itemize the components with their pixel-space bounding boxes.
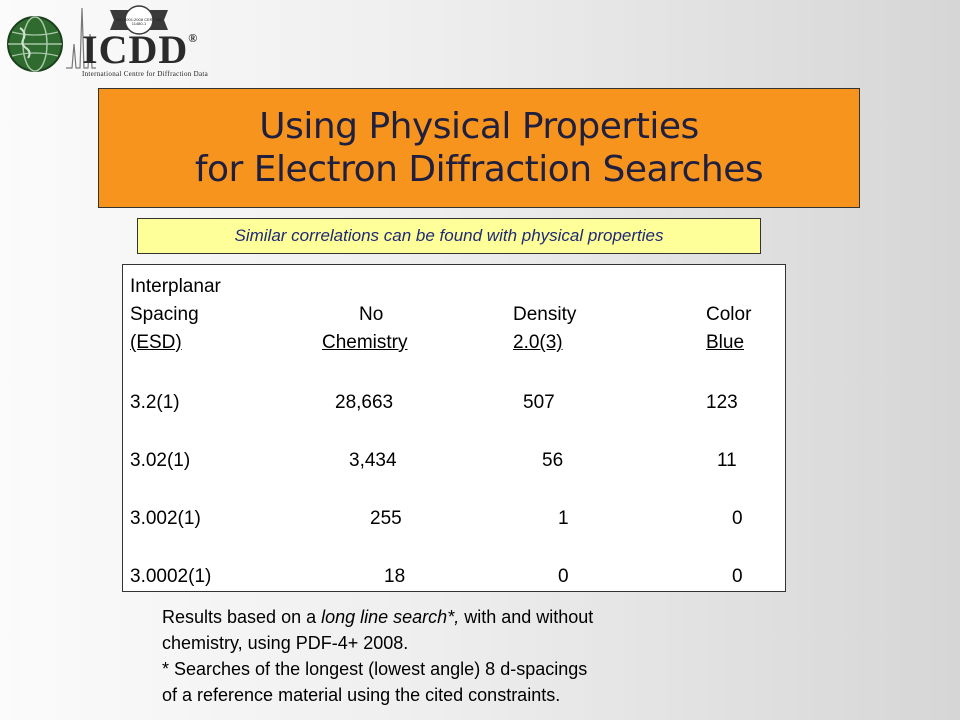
row4-color: 0 [732, 566, 743, 587]
footnotes [162, 604, 802, 708]
note-line-1-prefix: Results based on a [162, 607, 322, 627]
row4-no-chemistry: 18 [384, 566, 406, 587]
registered-mark: ® [188, 31, 199, 45]
header-color-line2: Color [706, 304, 752, 325]
row3-density: 1 [558, 508, 569, 529]
results-table [122, 264, 786, 592]
note-line-3: * Searches of the longest (lowest angle) 8 d-spacings [162, 659, 588, 679]
note-line-4: of a reference material using the cited constraints. [162, 685, 561, 705]
row1-density: 507 [523, 392, 555, 413]
row1-color: 123 [706, 392, 738, 413]
row3-spacing: 3.002(1) [130, 508, 201, 529]
note-line-2: chemistry, using PDF-4+ 2008. [162, 633, 409, 653]
header-spacing-line3: (ESD) [130, 332, 182, 353]
row4-density: 0 [558, 566, 569, 587]
header-spacing-line1: Interplanar [130, 276, 221, 297]
header-chemistry-line2: No [359, 304, 384, 325]
title-line-1: Using Physical Properties [259, 105, 699, 147]
row2-color: 11 [717, 450, 737, 471]
wordmark-text: ICDD [82, 27, 189, 72]
header-density-line3: 2.0(3) [513, 332, 563, 353]
note-line-1-suffix: with and without [459, 607, 594, 627]
iso-certificate-text: ISO 9001:2008 CERT NO 11480-1 [116, 17, 162, 27]
row2-no-chemistry: 3,434 [349, 450, 397, 471]
note-line-1 [162, 604, 802, 630]
header-chemistry-line3: Chemistry [322, 332, 408, 353]
row2-density: 56 [542, 450, 564, 471]
row2-spacing: 3.02(1) [130, 450, 191, 471]
header-spacing-line2: Spacing [130, 304, 199, 325]
subtitle-banner: Similar correlations can be found with physical properties [137, 218, 761, 254]
row3-no-chemistry: 255 [370, 508, 402, 529]
row1-spacing: 3.2(1) [130, 392, 180, 413]
row4-spacing: 3.0002(1) [130, 566, 212, 587]
header-density-line2: Density [513, 304, 577, 325]
row3-color: 0 [732, 508, 743, 529]
icdd-subtitle: International Centre for Diffraction Data [82, 70, 209, 78]
icdd-logo [4, 4, 209, 82]
icdd-wordmark [82, 27, 199, 72]
globe-icon [6, 14, 64, 74]
title-line-2: for Electron Diffraction Searches [194, 149, 764, 190]
row1-no-chemistry: 28,663 [335, 392, 394, 413]
note-line-1-italic: long line search*, [321, 607, 460, 627]
title-box [98, 88, 860, 208]
header-color-line3: Blue [706, 332, 745, 353]
